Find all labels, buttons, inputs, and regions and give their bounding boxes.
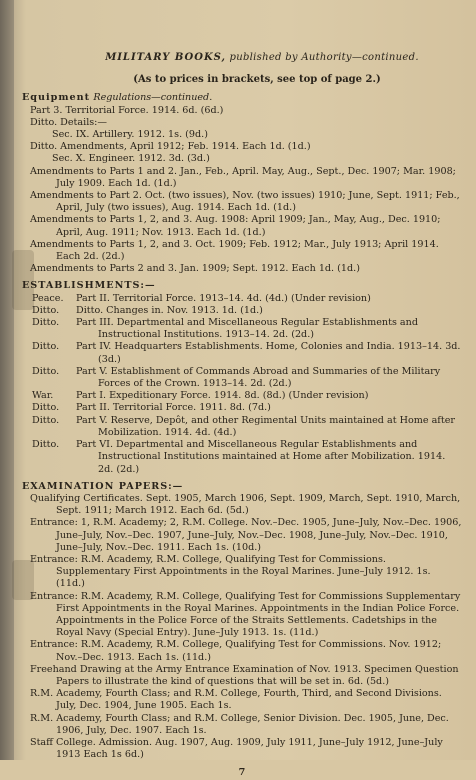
list-item: Amendments to Parts 1, 2, and 3. Aug. 1908: April 1909; Jan., May, Aug., Dec. 1910; April, Aug. 1911; Nov. 1913. Each 1d. (1d.): [30, 214, 441, 238]
table-row: [22, 390, 462, 402]
list-item: Ditto. Amendments, April 1912; Feb. 1914. Each 1d. (1d.): [30, 141, 311, 153]
list-item: Staff College. Admission. Aug. 1907, Aug. 1909, July 1911, June–July 1912, June–July 1913 Each 1s 6d.): [30, 736, 443, 761]
row-key: Ditto.: [32, 304, 60, 316]
list-item: Entrance: 1, R.M. Academy; 2, R.M. College. Nov.–Dec. 1905, June–July, Nov.–Dec. 1906, June–July, Nov.–Dec. 1907, June–July, Nov.–Dec. 1908, June–July, Nov.–Dec. 1910, June–July, Nov.–Dec. 1911. Each 1s. (10d.): [30, 517, 462, 553]
section-subtitle: Regulations—continued.: [93, 92, 213, 104]
list-item: Freehand Drawing at the Army Entrance Examination of Nov. 1913. Specimen Question Papers to illustrate the kind of questions that will be set in. 6d. (5d.): [30, 663, 459, 687]
row-value: Part III. Departmental and Miscellaneous Regular Establishments and Instructional Institutions. 1913–14. 2d. (2d.): [76, 317, 418, 341]
table-row: [22, 415, 462, 439]
section-title: EXAMINATION PAPERS:—: [22, 480, 184, 492]
row-key: Ditto.: [32, 341, 60, 353]
table-row: [22, 317, 462, 341]
row-value: Part VI. Departmental and Miscellaneous Regular Establishments and Instructional Institutions maintained at Home after Mobilization. 1914. 2d. (2d.): [76, 439, 446, 475]
section-equipment: [22, 92, 462, 104]
list-item: Amendments to Part 2. Oct. (two issues), Nov. (two issues) 1910; June, Sept. 1911; Feb., April, July (two issues), Aug. 1914. Each 1d. (1d.): [30, 190, 460, 214]
row-value: Part V. Establishment of Commands Abroad and Summaries of the Military Forces of the Crown. 1913–14. 2d. (2d.): [76, 365, 441, 390]
list-item: Amendments to Parts 1 and 2. Jan., Feb., April. May, Aug., Sept., Dec. 1907; Mar. 1908; July 1909. Each 1d. (1d.): [30, 165, 456, 189]
list-item: Amendments to Parts 2 and 3. Jan. 1909; Sept. 1912. Each 1d. (1d.): [30, 263, 360, 275]
row-key: Ditto.: [32, 402, 60, 414]
section-establishments: [22, 280, 462, 292]
list-item: Entrance: R.M. Academy, R.M. College, Qualifying Test for Commissions. Supplementary First Appointments in the Royal Marines. June–July 1912. 1s. (11d.): [30, 553, 431, 590]
list-item: Part 3. Territorial Force. 1914. 6d. (6d.): [30, 104, 224, 116]
list-item: R.M. Academy, Fourth Class; and R.M. College, Senior Division. Dec. 1905, June, Dec. 1906, July, Dec. 1907. Each 1s.: [30, 712, 449, 736]
list-item: Sec. X. Engineer. 1912. 3d. (3d.): [52, 153, 210, 165]
section-title: ESTABLISHMENTS:—: [22, 280, 156, 292]
row-value: Part V. Reserve, Depôt, and other Regimental Units maintained at Home after Mobilization. 1914. 4d. (4d.): [76, 414, 455, 438]
price-note: (As to prices in brackets, see top of page 2.): [133, 74, 381, 86]
page-content: [22, 52, 462, 780]
section-examination: [22, 481, 462, 493]
table-row: [22, 366, 462, 390]
header-rest: published by Authority—continued.: [229, 52, 419, 63]
table-row: [22, 341, 462, 365]
binding-edge: [0, 0, 14, 760]
row-value: Part IV. Headquarters Establishments. Home, Colonies and India. 1913–14. 3d. (3d.): [76, 341, 461, 365]
row-key: Ditto.: [32, 439, 60, 451]
row-value: Part II. Territorial Force. 1911. 8d. (7d.): [76, 402, 271, 414]
row-key: Peace.: [32, 292, 64, 304]
page-number: 7: [238, 767, 246, 779]
list-item: R.M. Academy, Fourth Class; and R.M. College, Fourth, Third, and Second Divisions. July, Dec. 1904, June 1905. Each 1s.: [30, 688, 442, 712]
row-value: Ditto. Changes in. Nov. 1913. 1d. (1d.): [76, 304, 263, 316]
list-item: Ditto. Details:—: [30, 116, 108, 128]
list-item: Amendments to Parts 1, 2, and 3. Oct. 1909; Feb. 1912; Mar., July 1913; April 1914. Each 2d. (2d.): [30, 238, 439, 263]
list-item: Entrance: R.M. Academy, R.M. College, Qualifying Test for Commissions. Nov. 1912; Nov.–Dec. 1913. Each 1s. (11d.): [30, 639, 442, 663]
row-value: Part I. Expeditionary Force. 1914. 8d. (8d.) (Under revision): [76, 390, 369, 402]
table-row: [22, 439, 462, 476]
section-title: Equipment: [22, 92, 91, 104]
table-row: [22, 305, 462, 317]
running-header: [62, 52, 462, 64]
row-value: Part II. Territorial Force. 1913–14. 4d. (4d.) (Under revision): [76, 292, 371, 304]
list-item: Sec. IX. Artillery. 1912. 1s. (9d.): [52, 129, 208, 141]
row-key: Ditto.: [32, 414, 60, 426]
row-key: Ditto.: [32, 317, 60, 329]
list-item: Qualifying Certificates. Sept. 1905, March 1906, Sept. 1909, March, Sept. 1910, March, Sept. 1911; March 1912. Each 6d. (5d.): [30, 492, 461, 517]
list-item: Entrance: R.M. Academy, R.M. College, Qualifying Test for Commissions Supplementary First Appointments in the Royal Marines. Appointments in the Indian Police Force. Appointments in the Police Force of the Straits Settlements. Cadetships in the Royal Navy (Special Entry). June–July 1913. 1s. (11d.): [30, 590, 461, 639]
table-row: [22, 402, 462, 414]
table-row: [22, 293, 462, 305]
header-title: MILITARY BOOKS,: [105, 52, 227, 63]
row-key: Ditto.: [32, 365, 60, 377]
row-key: War.: [32, 390, 54, 402]
